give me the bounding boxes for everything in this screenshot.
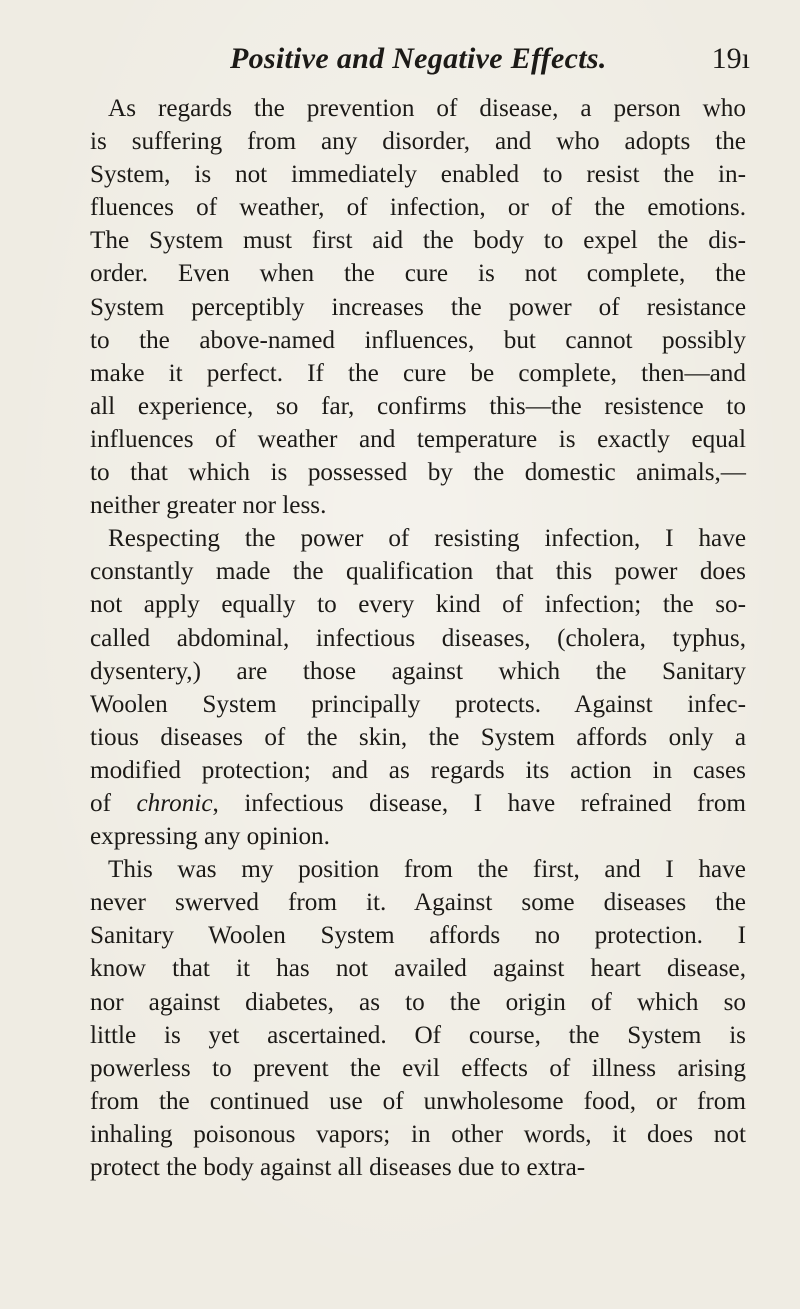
- text-line: not apply equally to every kind of infection; the so-: [90, 591, 746, 619]
- text-line: called abdominal, infectious diseases, (cholera, typhus,: [90, 624, 746, 652]
- text-line: neither greater nor less.: [90, 492, 327, 520]
- text-line: Sanitary Woolen System affords no protection. I: [90, 922, 746, 950]
- running-title: Positive and Negative Effects.: [230, 42, 607, 75]
- text-line: This was my position from the first, and I have: [108, 856, 746, 884]
- text-line: to the above-named influences, but cannot possibly: [90, 326, 746, 354]
- text-line: all experience, so far, confirms this—the resistence to: [90, 392, 746, 420]
- text-line: The System must first aid the body to expel the dis-: [90, 227, 746, 255]
- body-text: [90, 92, 746, 1184]
- text-line: little is yet ascertained. Of course, the System is: [90, 1021, 746, 1049]
- text-line: System, is not immediately enabled to resist the in-: [90, 161, 746, 189]
- text-line: modified protection; and as regards its action in cases: [90, 756, 746, 784]
- text-line: nor against diabetes, as to the origin of which so: [90, 988, 746, 1016]
- text-line: Woolen System principally protects. Against infec-: [90, 690, 746, 718]
- page-number: 19ı: [711, 42, 750, 75]
- text-line: System perceptibly increases the power of resistance: [90, 293, 746, 321]
- text-line: never swerved from it. Against some diseases the: [90, 889, 746, 917]
- paragraph: [90, 853, 746, 1184]
- text-line: Respecting the power of resisting infection, I have: [108, 525, 746, 553]
- text-line: constantly made the qualification that this power does: [90, 558, 746, 586]
- paragraph: [90, 522, 746, 853]
- text-line: powerless to prevent the evil effects of illness arising: [90, 1054, 746, 1082]
- text-line: make it perfect. If the cure be complete, then—and: [90, 359, 746, 387]
- text-line: to that which is possessed by the domestic animals,—: [90, 459, 746, 487]
- text-line: tious diseases of the skin, the System affords only a: [90, 723, 746, 751]
- text-line: inhaling poisonous vapors; in other words, it does not: [90, 1120, 746, 1148]
- text-line: of chronic, infectious disease, I have refrained from: [90, 789, 747, 817]
- text-line: influences of weather and temperature is exactly equal: [90, 425, 746, 453]
- text-line: is suffering from any disorder, and who adopts the: [90, 128, 746, 156]
- text-line: from the continued use of unwholesome food, or from: [90, 1087, 746, 1115]
- text-line: fluences of weather, of infection, or of the emotions.: [90, 194, 746, 222]
- text-line: dysentery,) are those against which the Sanitary: [90, 657, 746, 685]
- text-line: expressing any opinion.: [90, 823, 330, 851]
- text-line: order. Even when the cure is not complete, the: [90, 260, 746, 288]
- paragraph: [90, 92, 746, 522]
- page-header: [230, 42, 750, 82]
- text-line: As regards the prevention of disease, a person who: [108, 95, 746, 122]
- text-line: know that it has not availed against heart disease,: [90, 955, 746, 983]
- text-line: protect the body against all diseases due to extra-: [90, 1154, 586, 1181]
